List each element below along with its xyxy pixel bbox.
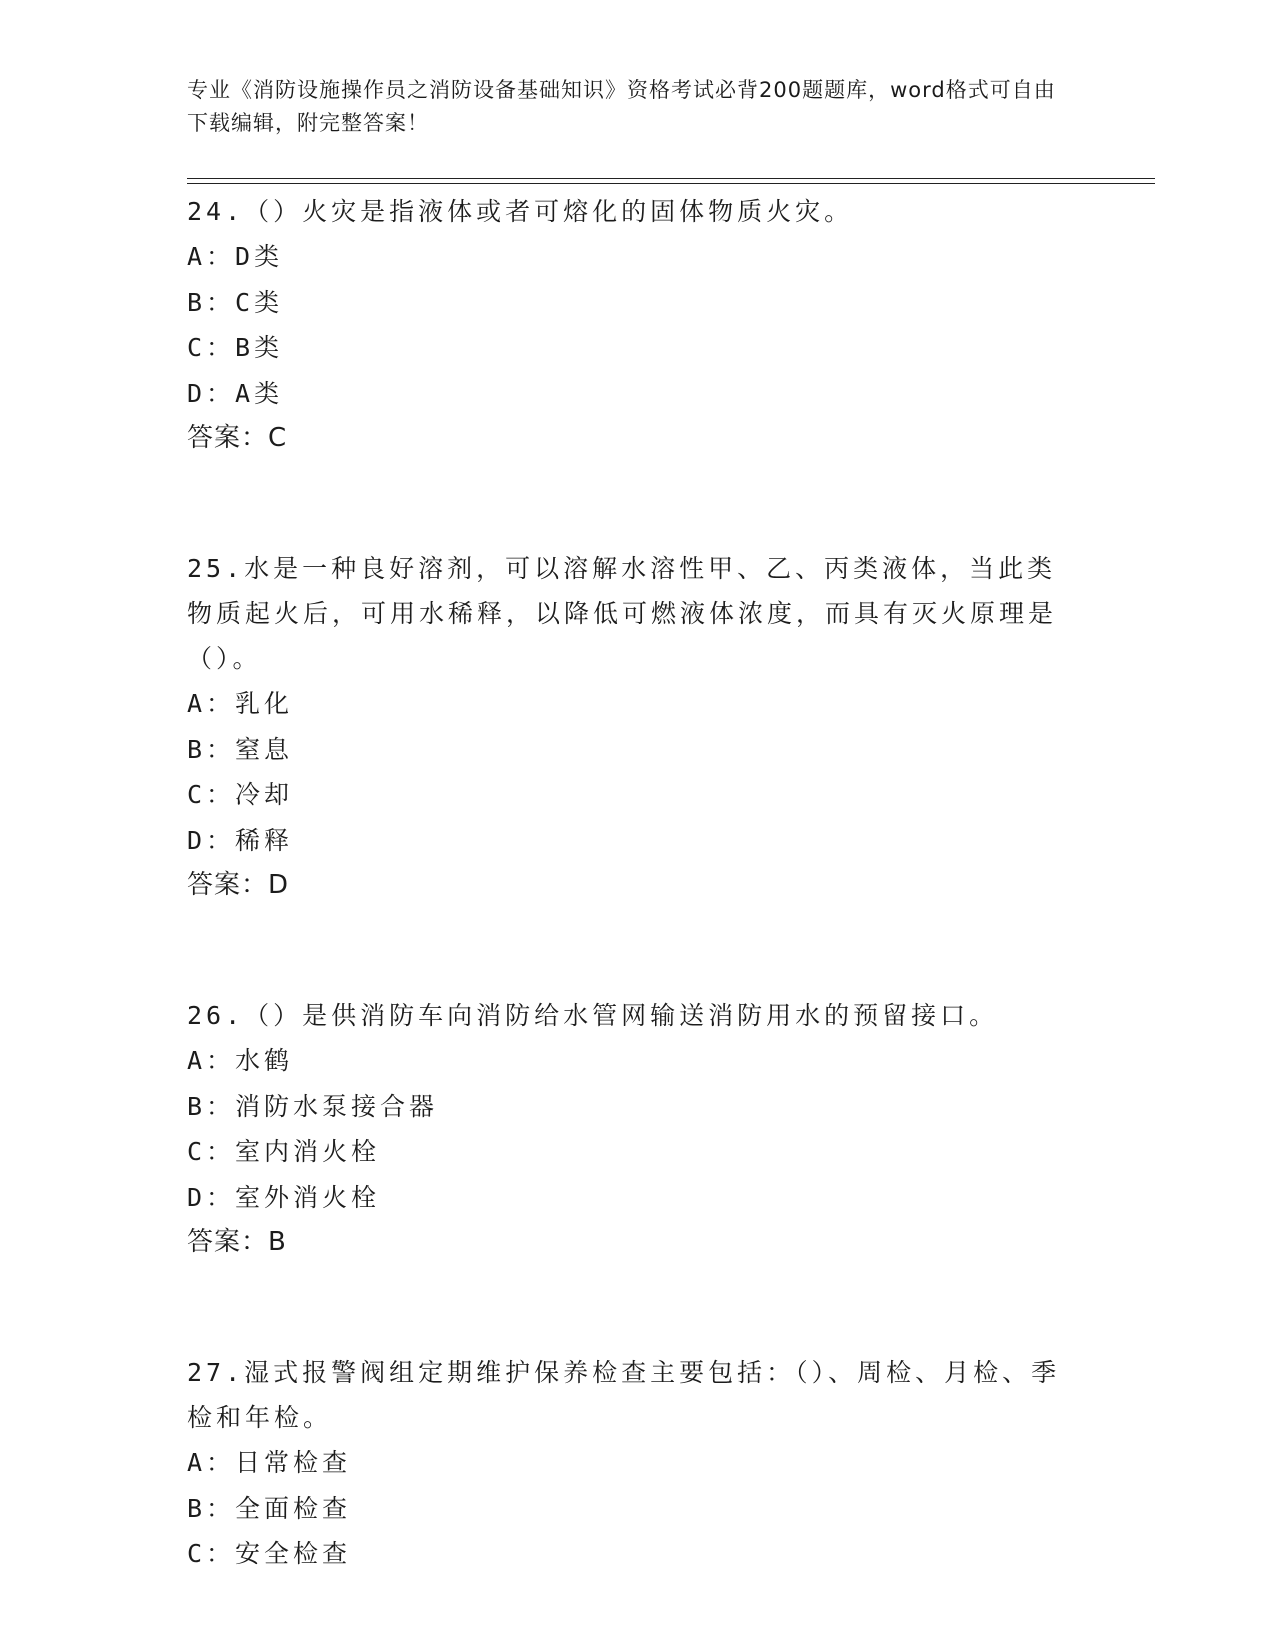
option-c: C：B类	[187, 333, 284, 362]
option-a: A：乳化	[187, 689, 294, 718]
question-list	[187, 189, 1077, 1577]
answer-line: 答案：B	[187, 1227, 287, 1257]
option-b: B：C类	[187, 287, 284, 317]
option-b: B：窒息	[187, 734, 294, 764]
option-a: A：日常检查	[187, 1448, 352, 1477]
answer-line: 答案：D	[187, 870, 290, 900]
option-a: A：D类	[187, 242, 284, 271]
option-d: D：室外消火栓	[187, 1182, 381, 1212]
question-stem: 27.湿式报警阀组定期维护保养检查主要包括：（）、周检、月检、季检和年检。	[187, 1358, 1061, 1432]
option-d: D：稀释	[187, 825, 294, 855]
question-stem: 26.（）是供消防车向消防给水管网输送消防用水的预留接口。	[187, 1001, 999, 1030]
question-24	[187, 189, 1077, 461]
header-divider-bottom	[187, 183, 1155, 184]
option-a: A：水鹤	[187, 1046, 294, 1075]
question-gap	[187, 1265, 1077, 1350]
question-gap	[187, 461, 1077, 546]
document-header: 专业《消防设施操作员之消防设备基础知识》资格考试必背200题题库，word格式可自由下载编辑，附完整答案！	[187, 78, 1056, 135]
header-divider-top	[187, 178, 1155, 179]
option-b: B：全面检查	[187, 1493, 352, 1523]
question-gap	[187, 908, 1077, 993]
question-27	[187, 1350, 1077, 1577]
question-stem: 24.（）火灾是指液体或者可熔化的固体物质火灾。	[187, 197, 854, 226]
option-b: B：消防水泵接合器	[187, 1091, 439, 1121]
option-c: C：冷却	[187, 780, 294, 809]
answer-line: 答案：C	[187, 423, 288, 453]
question-25	[187, 546, 1077, 908]
option-d: D：A类	[187, 378, 284, 408]
question-26	[187, 993, 1077, 1265]
option-c: C：室内消火栓	[187, 1137, 381, 1166]
question-stem: 25.水是一种良好溶剂，可以溶解水溶性甲、乙、丙类液体，当此类物质起火后，可用水稀释，以降低可燃液体浓度，而具有灭火原理是（）。	[187, 554, 1058, 673]
option-c: C：安全检查	[187, 1539, 352, 1568]
